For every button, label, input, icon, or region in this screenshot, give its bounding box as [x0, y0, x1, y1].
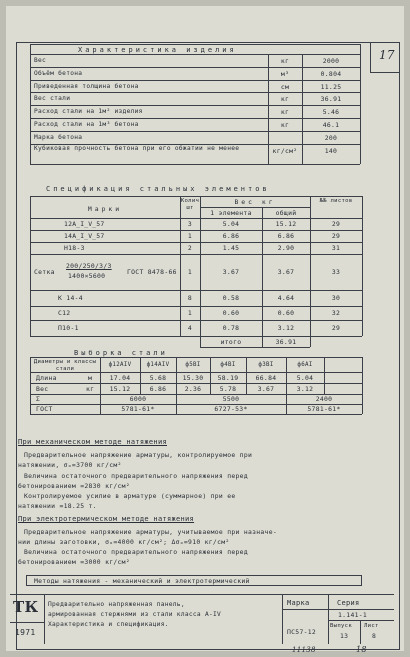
methods-text: Методы натяжения - механический и электротермический — [34, 577, 250, 585]
length-label: Длина — [36, 374, 57, 382]
gost-b: 6727-53* — [214, 405, 248, 413]
rule-v — [262, 207, 263, 347]
spec-col-total: общий — [275, 209, 297, 217]
char-unit: м³ — [280, 69, 290, 78]
char-unit: кг — [280, 108, 290, 117]
rule-h — [200, 207, 310, 208]
el-line-1: Предварительное напряжение арматуры, учитываемое при назначе- — [24, 528, 277, 536]
steel-row-header: Диаметры и классы стали — [33, 359, 97, 372]
char-unit: кг/см² — [272, 146, 298, 155]
spec-sheet: 29 — [331, 232, 341, 240]
spec-total-value: 36.91 — [275, 338, 297, 346]
el-line-3: Величина остаточного предварительного напряжения перед — [24, 548, 248, 556]
spec-mark: 12А̲I̲V̲57 — [64, 220, 105, 228]
rule-h — [30, 118, 360, 119]
spec-sheet: 29 — [331, 324, 341, 332]
spec-qty: 1 — [187, 268, 193, 276]
char-value: 5.46 — [322, 108, 340, 117]
rule-h — [30, 105, 360, 106]
rule-v — [362, 196, 363, 336]
steel-col-header: ф14АIV — [146, 362, 170, 368]
length-value: 66.84 — [255, 374, 277, 382]
rule-v — [200, 196, 201, 347]
spec-sheet: 30 — [331, 294, 341, 302]
char-name: Вес — [34, 57, 47, 64]
mech-line-4: бетонированием =2830 кг/см² — [18, 482, 130, 490]
weight-label: Вес — [36, 385, 49, 393]
char-value: 46.1 — [322, 121, 340, 129]
sum-a: 6000 — [129, 395, 147, 403]
rule-v — [310, 196, 311, 347]
rule-v — [362, 357, 363, 414]
sum-c: 2400 — [315, 395, 333, 403]
length-value: 15.30 — [182, 374, 204, 382]
weight-value: 5.78 — [219, 385, 237, 393]
spec-one: 0.58 — [222, 294, 240, 302]
footer-number: 18 — [356, 645, 367, 654]
length-value: 5.68 — [149, 374, 167, 382]
rule-h — [30, 44, 360, 45]
mesh-code-bottom: 1400×5600 — [68, 272, 106, 280]
rule-h — [30, 357, 362, 358]
year: 1971 — [15, 628, 36, 637]
char-name: Расход стали на 1м³ бетона — [34, 121, 139, 128]
spec-total: 0.60 — [277, 309, 295, 317]
spec-qty: 2 — [187, 244, 193, 252]
spec-col-one: 1 элемента — [210, 209, 252, 217]
mesh-gost: ГОСТ 8478-66 — [127, 268, 177, 276]
rule-v — [176, 357, 177, 414]
sheet-label: Лист — [364, 623, 379, 629]
rule-h — [30, 320, 362, 321]
mech-line-1: Предварительное напряжение арматуры, контролируемое при — [24, 451, 253, 459]
rule-h — [30, 372, 362, 373]
weight-value: 3.12 — [296, 385, 314, 393]
mech-line-5: Контролируемое усилие в арматуре (суммарное) при ее — [24, 492, 236, 500]
spec-title: Спецификация стальных элементов — [46, 185, 270, 193]
steel-col-header: ф12АIV — [108, 362, 132, 368]
spec-one: 0.78 — [222, 324, 240, 332]
rule-v — [210, 357, 211, 394]
gost-label: ГОСТ — [36, 405, 53, 413]
mesh-label: Сетка — [34, 268, 55, 276]
spec-one: 3.67 — [222, 268, 240, 276]
length-unit: м — [88, 374, 93, 382]
rule-h — [30, 242, 362, 243]
spec-sheet: 32 — [331, 309, 341, 317]
length-value: 17.04 — [109, 374, 131, 382]
rule-h — [30, 336, 362, 337]
desc-line-3: Характеристика и спецификация. — [48, 621, 169, 628]
char-value: 11.25 — [320, 82, 342, 91]
char-name: Расход стали на 1м² изделия — [34, 108, 143, 116]
spec-qty: 3 — [187, 220, 193, 228]
rule-v — [360, 44, 361, 164]
rule-v — [302, 54, 303, 164]
el-line-4: бетонированием =3000 кг/см² — [18, 558, 130, 566]
char-name: Кубиковая прочность бетона при его обжатии не менее — [34, 144, 240, 152]
rule-h — [30, 230, 362, 231]
spec-total: 15.12 — [275, 220, 297, 228]
char-value: 140 — [324, 146, 338, 155]
desc-line-1: Предварительно напряженная панель, — [48, 601, 185, 608]
rule-v — [30, 44, 31, 164]
el-line-2: нии длины заготовки, σₒ=4000 кг/см²; Δσₒ=910 кг/см² — [18, 538, 230, 546]
spec-total: 3.12 — [277, 324, 295, 332]
rule-h — [30, 144, 360, 145]
page-number: 17 — [379, 48, 395, 62]
rule-v — [246, 357, 247, 394]
spec-col-sheet: №№ листов — [319, 198, 353, 204]
gost-a: 5781-61* — [121, 405, 155, 413]
desc-line-2: армированная стержнями из стали класса А-IV — [48, 611, 222, 618]
char-value: 0.804 — [320, 69, 342, 78]
char-name: Вес стали — [34, 95, 71, 103]
spec-one: 5.04 — [222, 220, 240, 228]
char-unit: см — [280, 82, 290, 91]
gost-c: 5781-61* — [307, 405, 341, 413]
spec-mark: С12 — [58, 309, 71, 317]
rule-v — [30, 357, 31, 414]
spec-one: 6.86 — [222, 232, 240, 240]
char-title: Характеристика изделия — [78, 46, 237, 54]
rule-h — [30, 80, 360, 81]
rule-h — [30, 67, 360, 68]
spec-one: 1.45 — [222, 244, 240, 252]
spec-one: 0.60 — [222, 309, 240, 317]
steel-col-header: ф6АI — [297, 362, 313, 368]
sum-label: Σ — [36, 395, 41, 403]
sheet-value: 8 — [372, 632, 377, 640]
spec-col-qty: Колич шт — [180, 198, 200, 211]
mech-line-3: Величина остаточного предварительного напряжения перед — [24, 472, 248, 480]
spec-total-label: итого — [220, 338, 242, 346]
spec-mark: Н18-3 — [64, 244, 85, 252]
issue-label: Выпуск — [330, 623, 353, 629]
rule-h — [30, 414, 362, 415]
rule-v — [100, 357, 101, 414]
length-value: 58.19 — [217, 374, 239, 382]
mech-title: При механическом методе натяжения — [18, 438, 167, 446]
mark-value: ПС57-12 — [287, 628, 317, 636]
spec-sheet: 29 — [331, 220, 341, 228]
spec-total: 3.67 — [277, 268, 295, 276]
weight-value: 15.12 — [109, 385, 131, 393]
rule-h — [30, 54, 360, 55]
logo: ТК — [13, 598, 39, 616]
spec-total: 6.86 — [277, 232, 295, 240]
rule-h — [30, 131, 360, 132]
char-name: Объём бетона — [34, 69, 83, 77]
rule-h — [30, 196, 362, 197]
rule-h — [30, 290, 362, 291]
el-title: При электротермическом методе натяжения — [18, 515, 195, 523]
char-value: 2000 — [322, 57, 340, 65]
weight-value: 6.86 — [149, 385, 167, 393]
char-value: 36.91 — [320, 95, 342, 104]
steel-col-header: ф3ВI — [258, 362, 274, 368]
spec-qty: 4 — [187, 324, 193, 332]
weight-value: 3.67 — [257, 385, 275, 393]
char-unit: кг — [280, 95, 290, 104]
spec-total: 4.64 — [277, 294, 295, 302]
series-label: Серия — [337, 599, 360, 607]
rule-v — [180, 196, 181, 336]
rule-v — [30, 196, 31, 336]
rule-h — [30, 218, 362, 219]
archive-number: 11138 — [292, 646, 316, 654]
char-name: Приведенная толщина бетона — [34, 82, 139, 90]
rule-v — [140, 357, 141, 394]
char-unit: кг — [280, 57, 290, 65]
issue-value: 13 — [340, 632, 349, 640]
char-value: 200 — [324, 133, 338, 142]
spec-qty: 1 — [187, 232, 193, 240]
spec-mark: 14А̲I̲V̲57 — [64, 232, 105, 240]
spec-total: 2.90 — [277, 244, 295, 252]
rule-v — [268, 54, 269, 164]
spec-mark: К 14-4 — [58, 294, 83, 302]
steel-col-header: ф4ВI — [220, 362, 236, 368]
spec-qty: 1 — [187, 309, 193, 317]
steel-col-header: ф5ВI — [185, 362, 201, 368]
rule-h — [30, 254, 362, 255]
length-value: 5.04 — [296, 374, 314, 382]
rule-v — [324, 357, 325, 394]
spec-col-weight: Вес кг — [234, 198, 276, 206]
rule-h — [200, 347, 310, 348]
spec-qty: 8 — [187, 294, 193, 302]
char-unit: кг — [280, 121, 290, 129]
weight-value: 2.36 — [184, 385, 202, 393]
spec-sheet: 31 — [331, 244, 341, 252]
rule-h — [30, 306, 362, 307]
spec-sheet: 33 — [331, 268, 341, 276]
spec-mark: П10-1 — [58, 324, 79, 332]
mech-line-2: натяжении, σₒ=3700 кг/см² — [18, 461, 122, 469]
rule-h — [30, 92, 360, 93]
mark-label: Марка — [287, 599, 310, 607]
rule-h — [30, 164, 360, 165]
mech-line-6: натяжении =18.25 т. — [18, 502, 97, 510]
rule-h — [30, 383, 362, 384]
mesh-code-top: 200/250/3/3 — [66, 262, 112, 270]
sum-b: 5500 — [222, 395, 240, 403]
char-name: Марка бетона — [34, 133, 83, 141]
steel-title: Выборка стали — [74, 349, 168, 357]
spec-col-mark: Марки — [87, 205, 123, 213]
weight-unit: кг — [86, 385, 95, 393]
rule-v — [286, 357, 287, 414]
series-value: 1.141-1 — [338, 611, 368, 619]
